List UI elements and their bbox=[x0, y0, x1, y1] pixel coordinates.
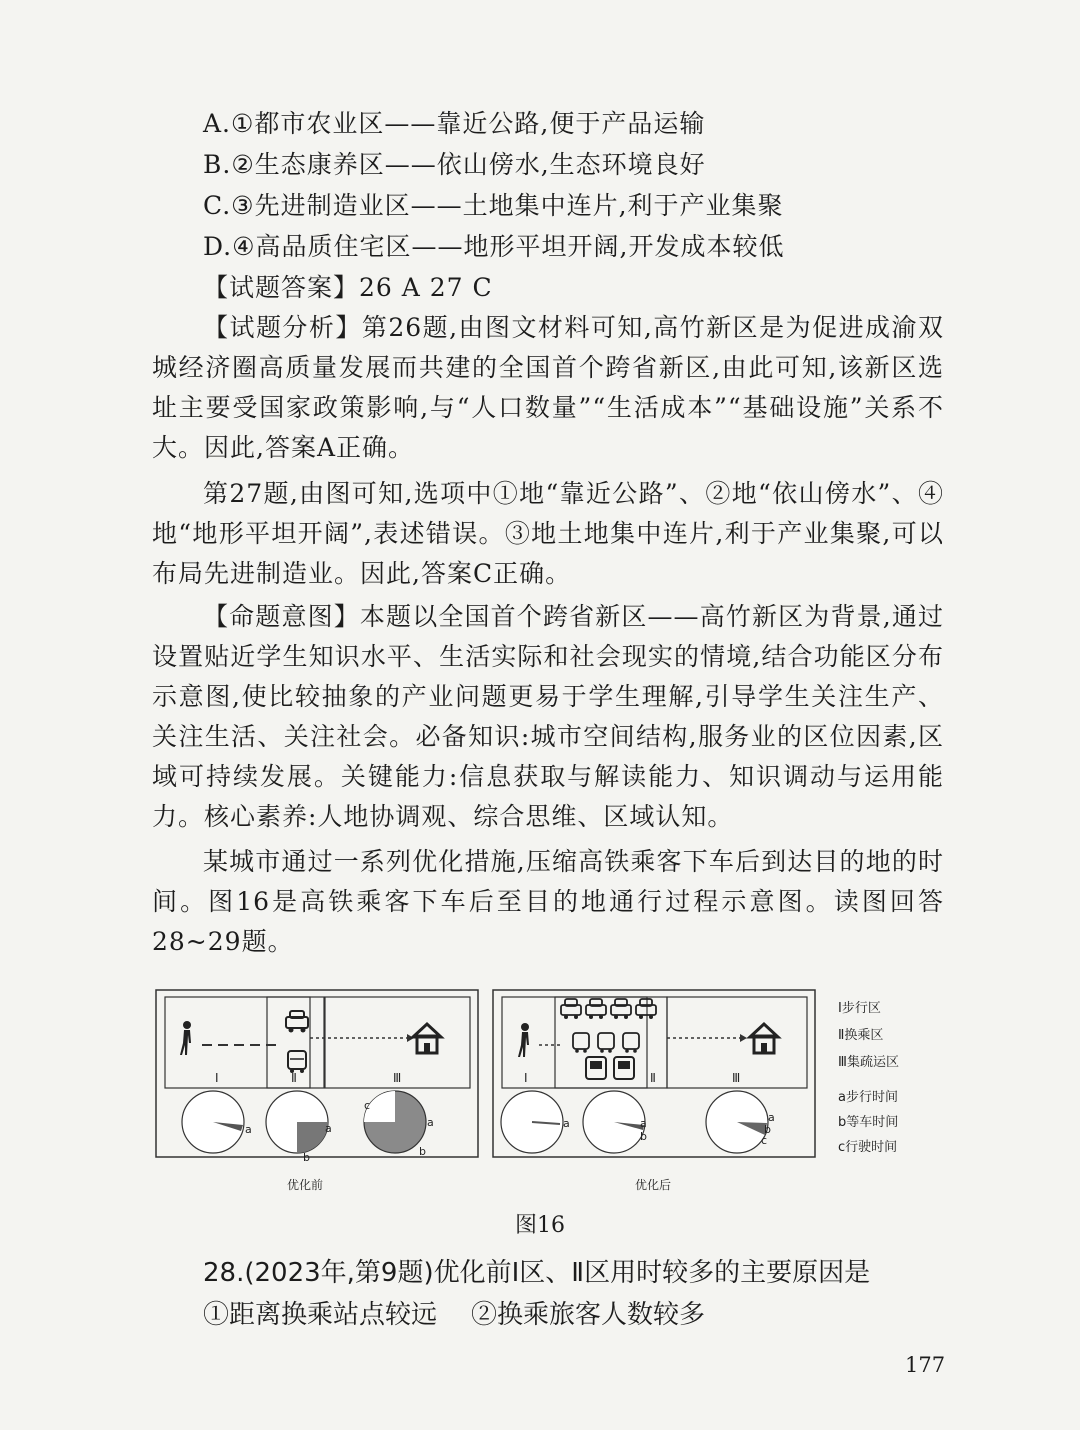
after-zone-label-3: Ⅲ bbox=[732, 1071, 741, 1085]
pie-label-a: a bbox=[427, 1116, 434, 1129]
house-icon bbox=[413, 1024, 441, 1053]
option-a: A.①都市农业区——靠近公路,便于产品运输 bbox=[203, 109, 706, 138]
after-zone-label-1: Ⅰ bbox=[524, 1071, 528, 1085]
pie-label-a: a bbox=[640, 1117, 647, 1130]
bus-icon bbox=[288, 1051, 306, 1073]
before-pie-2 bbox=[266, 1091, 332, 1164]
legend-item: a步行时间 bbox=[838, 1090, 898, 1105]
legend-item: Ⅱ换乘区 bbox=[838, 1028, 884, 1043]
question-28-stem: 28.(2023年,第9题)优化前Ⅰ区、Ⅱ区用时较多的主要原因是 bbox=[203, 1258, 871, 1288]
before-panel bbox=[156, 990, 478, 1192]
taxi-icon bbox=[561, 999, 581, 1019]
question-28-options bbox=[203, 1295, 705, 1335]
after-pie-3 bbox=[706, 1091, 775, 1153]
house-icon bbox=[750, 1024, 778, 1053]
analysis-paragraph-2: 第27题,由图可知,选项中①地“靠近公路”、②地“依山傍水”、④地“地形平坦开阔”,表述错误。③地土地集中连片,利于产业集聚,可以布局先进制造业。因此,答案C正确。 bbox=[152, 479, 944, 588]
taxi-icon bbox=[286, 1011, 308, 1033]
before-pie-3 bbox=[364, 1091, 434, 1158]
pie-label-b: b bbox=[764, 1123, 771, 1136]
before-zone-label-1: Ⅰ bbox=[215, 1071, 219, 1085]
legend-item: c行驶时间 bbox=[838, 1140, 898, 1155]
intro-paragraph: 某城市通过一系列优化措施,压缩高铁乘客下车后到达目的地的时间。图16是高铁乘客下车后至目的地通行过程示意图。读图回答28~29题。 bbox=[152, 847, 944, 956]
after-panel bbox=[493, 990, 815, 1192]
pie-label-a: a bbox=[325, 1122, 332, 1135]
legend-item: b等车时间 bbox=[838, 1115, 899, 1130]
subway-icon bbox=[586, 1057, 606, 1079]
pie-label-b: b bbox=[640, 1130, 647, 1143]
legend-item: Ⅲ集疏运区 bbox=[838, 1055, 899, 1070]
pie-label-a: a bbox=[768, 1111, 775, 1124]
bus-icon bbox=[623, 1033, 639, 1053]
after-pie-2 bbox=[583, 1091, 647, 1153]
pie-label-c: c bbox=[761, 1134, 768, 1147]
bus-icon bbox=[573, 1033, 589, 1053]
page-number: 177 bbox=[905, 1353, 946, 1377]
before-label: 优化前 bbox=[287, 1178, 324, 1192]
legend bbox=[838, 1000, 899, 1155]
pie-label-a: a bbox=[245, 1123, 252, 1136]
subway-icon bbox=[614, 1057, 634, 1079]
pie-label-b: b bbox=[419, 1145, 426, 1158]
pie-label-c: c bbox=[364, 1099, 371, 1112]
taxi-icon bbox=[611, 999, 631, 1019]
legend-item: Ⅰ步行区 bbox=[838, 1001, 881, 1016]
taxi-icon bbox=[586, 999, 606, 1019]
figure-16-diagram bbox=[155, 985, 930, 1195]
option-b: B.②生态康养区——依山傍水,生态环境良好 bbox=[203, 150, 706, 179]
option-c: C.③先进制造业区——土地集中连片,利于产业集聚 bbox=[203, 191, 784, 220]
question-28-option-2: ②换乘旅客人数较多 bbox=[471, 1300, 706, 1330]
pie-label-a: a bbox=[563, 1117, 570, 1130]
after-pie-1 bbox=[501, 1091, 570, 1153]
answer-line: 【试题答案】26 A 27 C bbox=[203, 273, 493, 302]
pie-label-b: b bbox=[303, 1151, 310, 1164]
person-icon bbox=[180, 1021, 191, 1055]
option-d: D.④高品质住宅区——地形平坦开阔,开发成本较低 bbox=[203, 232, 785, 261]
analysis-paragraph-1: 【试题分析】第26题,由图文材料可知,高竹新区是为促进成渝双城经济圈高质量发展而共建的全国首个跨省新区,由此可知,该新区选址主要受国家政策影响,与“人口数量”“生活成本”“基础设施”关系不大。因此,答案A正确。 bbox=[152, 313, 944, 462]
after-label: 优化后 bbox=[635, 1178, 672, 1192]
before-zone-label-2: Ⅱ bbox=[291, 1071, 297, 1085]
question-28-option-1: ①距离换乘站点较远 bbox=[203, 1300, 438, 1330]
taxi-icon bbox=[636, 999, 656, 1019]
person-icon bbox=[518, 1023, 529, 1057]
bus-icon bbox=[598, 1033, 614, 1053]
after-zone-label-2: Ⅱ bbox=[650, 1071, 656, 1085]
intent-paragraph: 【命题意图】本题以全国首个跨省新区——高竹新区为背景,通过设置贴近学生知识水平、生活实际和社会现实的情境,结合功能区分布示意图,使比较抽象的产业问题更易于学生理解,引导学生关注生产、关注生活、关注社会。必备知识:城市空间结构,服务业的区位因素,区域可持续发展。关键能力:信息获取与解读能力、知识调动与运用能力。核心素养:人地协调观、综合思维、区域认知。 bbox=[152, 602, 944, 831]
figure-caption: 图16 bbox=[515, 1213, 565, 1238]
before-zone-label-3: Ⅲ bbox=[393, 1071, 402, 1085]
before-pie-1 bbox=[182, 1091, 252, 1153]
